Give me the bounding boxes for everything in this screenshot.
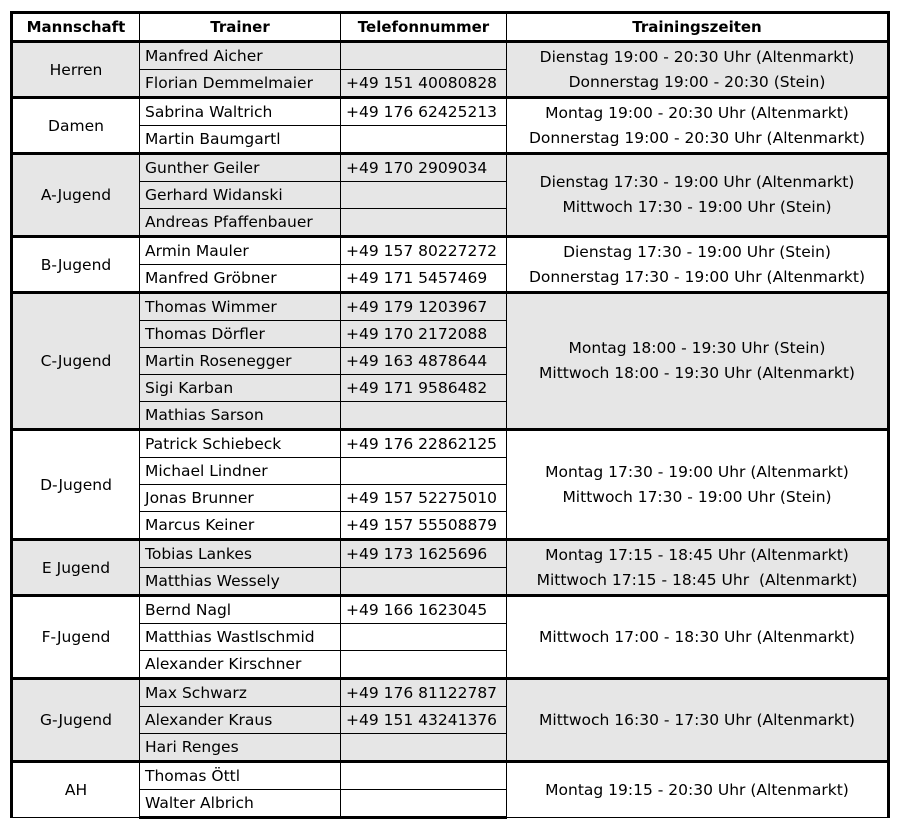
training-time-line: Montag 19:15 - 20:30 Uhr (Altenmarkt) [545,780,849,799]
trainer-name: Marcus Keiner [140,512,341,540]
phone-number: +49 176 81122787 [341,679,507,707]
trainer-name: Thomas Dörfler [140,321,341,348]
team-name: AH [12,762,140,818]
training-times [507,596,889,679]
training-times [507,679,889,762]
team-name: C-Jugend [12,293,140,430]
trainer-name: Armin Mauler [140,237,341,265]
trainer-name: Alexander Kraus [140,707,341,734]
phone-number: +49 157 80227272 [341,237,507,265]
training-time-line: Dienstag 17:30 - 19:00 Uhr (Altenmarkt) [539,173,855,191]
trainer-name: Thomas Wimmer [140,293,341,321]
phone-number: +49 179 1203967 [341,293,507,321]
phone-number [341,126,507,154]
trainer-name: Gunther Geiler [140,154,341,182]
training-time-line: Montag 19:00 - 20:30 Uhr (Altenmarkt) [545,103,849,122]
training-times [507,154,889,237]
phone-number [341,624,507,651]
training-time-line: Donnerstag 19:00 - 20:30 Uhr (Altenmarkt) [528,128,866,147]
training-times [507,430,889,540]
phone-number: +49 176 62425213 [341,98,507,126]
phone-number [341,568,507,596]
trainer-name: Manfred Gröbner [140,265,341,293]
header-phone: Telefonnummer [341,13,507,42]
trainer-name: Martin Rosenegger [140,348,341,375]
trainer-name: Tobias Lankes [140,540,341,568]
phone-number: +49 171 9586482 [341,375,507,402]
training-time-line: Montag 17:30 - 19:00 Uhr (Altenmarkt) [545,462,849,481]
table-row [12,596,889,624]
team-name: D-Jugend [12,430,140,540]
training-time-line: Mittwoch 17:30 - 19:00 Uhr (Stein) [562,198,832,216]
training-time-line: Mittwoch 18:00 - 19:30 Uhr (Altenmarkt) [539,364,855,382]
trainer-name: Max Schwarz [140,679,341,707]
training-time-line: Dienstag 17:30 - 19:00 Uhr (Stein) [563,242,831,261]
trainer-name: Matthias Wastlschmid [140,624,341,651]
header-times: Trainingszeiten [507,13,889,42]
phone-number [341,651,507,679]
phone-number: +49 176 22862125 [341,430,507,458]
phone-number: +49 173 1625696 [341,540,507,568]
table-row [12,540,889,568]
header-row [12,13,889,42]
trainer-name: Alexander Kirschner [140,651,341,679]
trainer-name: Florian Demmelmaier [140,70,341,98]
phone-number: +49 171 5457469 [341,265,507,293]
phone-number: +49 170 2172088 [341,321,507,348]
training-times [507,237,889,293]
phone-number: +49 170 2909034 [341,154,507,182]
trainer-name: Sigi Karban [140,375,341,402]
trainer-name: Walter Albrich [140,790,341,818]
trainer-name: Martin Baumgartl [140,126,341,154]
team-name: B-Jugend [12,237,140,293]
trainer-name: Bernd Nagl [140,596,341,624]
phone-number [341,402,507,430]
header-team: Mannschaft [12,13,140,42]
training-time-line: Mittwoch 16:30 - 17:30 Uhr (Altenmarkt) [539,710,855,729]
trainer-name: Jonas Brunner [140,485,341,512]
phone-number [341,790,507,818]
phone-number: +49 157 52275010 [341,485,507,512]
phone-number: +49 157 55508879 [341,512,507,540]
header-trainer: Trainer [140,13,341,42]
team-name: E Jugend [12,540,140,596]
training-time-line: Dienstag 19:00 - 20:30 Uhr (Altenmarkt) [539,47,855,66]
table-row [12,293,889,321]
training-time-line: Donnerstag 19:00 - 20:30 (Stein) [568,72,826,91]
trainer-name: Thomas Öttl [140,762,341,790]
trainer-name: Michael Lindner [140,458,341,485]
team-name: G-Jugend [12,679,140,762]
training-time-line: Montag 18:00 - 19:30 Uhr (Stein) [568,339,826,357]
trainer-name: Sabrina Waltrich [140,98,341,126]
team-name: Damen [12,98,140,154]
team-name: Herren [12,42,140,98]
trainer-name: Patrick Schiebeck [140,430,341,458]
training-time-line: Mittwoch 17:00 - 18:30 Uhr (Altenmarkt) [539,627,855,646]
training-times [507,762,889,818]
training-time-line: Donnerstag 17:30 - 19:00 Uhr (Altenmarkt) [528,267,866,286]
training-schedule [10,11,890,819]
phone-number: +49 151 43241376 [341,707,507,734]
phone-number: +49 163 4878644 [341,348,507,375]
team-name: F-Jugend [12,596,140,679]
training-times [507,42,889,98]
phone-number [341,762,507,790]
table-row [12,430,889,458]
phone-number [341,42,507,70]
trainer-name: Mathias Sarson [140,402,341,430]
table-row [12,762,889,790]
training-times [507,293,889,430]
table-row [12,42,889,70]
phone-number: +49 166 1623045 [341,596,507,624]
phone-number: +49 151 40080828 [341,70,507,98]
phone-number [341,182,507,209]
trainer-name: Hari Renges [140,734,341,762]
table-row [12,98,889,126]
table-row [12,154,889,182]
schedule-table [10,11,890,819]
trainer-name: Matthias Wessely [140,568,341,596]
schedule-body [12,42,889,818]
team-name: A-Jugend [12,154,140,237]
training-times [507,98,889,154]
phone-number [341,209,507,237]
training-times [507,540,889,596]
table-row [12,679,889,707]
trainer-name: Andreas Pfaffenbauer [140,209,341,237]
phone-number [341,734,507,762]
trainer-name: Gerhard Widanski [140,182,341,209]
table-row [12,237,889,265]
training-time-line: Mittwoch 17:15 - 18:45 Uhr (Altenmarkt) [536,570,858,589]
phone-number [341,458,507,485]
training-time-line: Montag 17:15 - 18:45 Uhr (Altenmarkt) [545,545,849,564]
trainer-name: Manfred Aicher [140,42,341,70]
training-time-line: Mittwoch 17:30 - 19:00 Uhr (Stein) [562,487,832,506]
